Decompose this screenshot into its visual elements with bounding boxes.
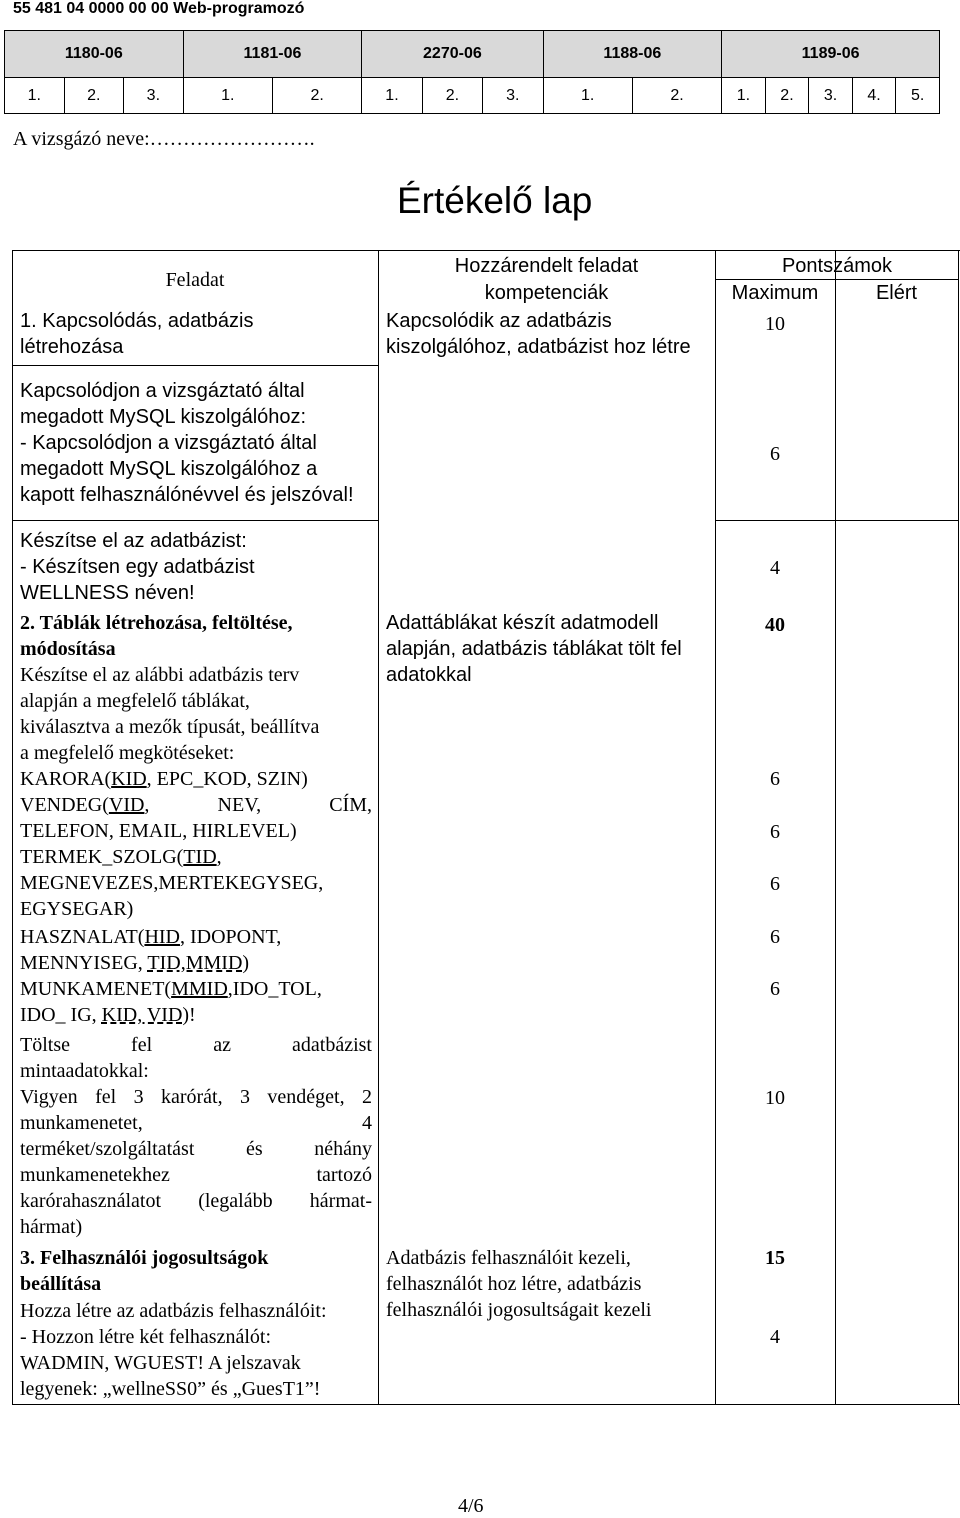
document-code: 55 481 04 0000 00 00 Web-programozó	[13, 0, 305, 17]
task-numbers-row	[5, 78, 940, 114]
section2-intro	[20, 662, 372, 766]
intro-line-1: Készítse el az alábbi adatbázis terv	[20, 664, 300, 686]
task-number-cell: 2.	[765, 78, 809, 114]
section1-item2	[20, 528, 255, 606]
table-right-border	[958, 250, 959, 1404]
hasznalat-schema	[20, 924, 281, 976]
table-bottom-border	[12, 1404, 960, 1405]
page-title: Értékelő lap	[397, 180, 593, 221]
munkamenet-line-1	[20, 976, 322, 1002]
vendeg-primary-key: VID	[108, 794, 145, 816]
fill-line-4: munkamenetet, 4	[20, 1112, 372, 1134]
header-maximum: Maximum	[731, 282, 819, 304]
task-number-cell: 2.	[64, 78, 124, 114]
section3-item-max: 4	[770, 1326, 780, 1348]
vendeg-line-1	[20, 792, 372, 818]
section2-max: 40	[765, 614, 785, 636]
module-code-cell: 1180-06	[5, 31, 184, 78]
hasznalat-fields: , IDOPONT,	[179, 926, 282, 948]
task-number-cell: 3.	[124, 78, 184, 114]
header-competence-line2: kompetenciák	[484, 282, 609, 304]
munkamenet-max: 6	[770, 978, 780, 1000]
section2-competence-line3: adatokkal	[386, 664, 472, 686]
munkamenet-foreign-keys: KID, VID	[101, 1004, 183, 1026]
section3-title-line1: 3. Felhasználói jogosultságok	[20, 1247, 269, 1269]
section1-title-line	[12, 365, 379, 366]
section1-item1	[20, 378, 354, 508]
termek-comma: ,	[216, 846, 222, 868]
task-number-cell: 4.	[852, 78, 896, 114]
munkamenet-name: MUNKAMENET(	[20, 978, 172, 1000]
item1-line-2: megadott MySQL kiszolgálóhoz:	[20, 406, 307, 428]
page-number: 4/6	[458, 1495, 484, 1517]
item1-line	[12, 520, 379, 521]
item1-line-4: megadott MySQL kiszolgálóhoz a	[20, 458, 318, 480]
vendeg-comma: ,	[144, 794, 150, 816]
fill-max: 10	[765, 1087, 785, 1109]
fill-line-5: terméket/szolgáltatást és néhány	[20, 1138, 372, 1160]
karora-max: 6	[770, 768, 780, 790]
task-number-cell: 1.	[362, 78, 422, 114]
section3-item-line2: - Hozzon létre két felhasználót:	[20, 1326, 271, 1348]
karora-schema	[20, 766, 372, 792]
vendeg-schema	[20, 792, 372, 844]
hasznalat-foreign-keys: TID,MMID	[147, 952, 243, 974]
task-number-cell: 3.	[483, 78, 543, 114]
termek-line-1	[20, 844, 323, 870]
termek-primary-key: TID	[183, 846, 217, 868]
item2-line-2: - Készítsen egy adatbázist	[20, 556, 255, 578]
header-competence-line1: Hozzárendelt feladat	[454, 255, 639, 277]
munkamenet-close: )!	[182, 1004, 196, 1026]
section2-title-line1: 2. Táblák létrehozása, feltöltése,	[20, 612, 293, 634]
section3-competence-line2: felhasználót hoz létre, adatbázis	[386, 1273, 642, 1295]
section1-title	[20, 308, 254, 360]
munkamenet-primary-key: MMID	[171, 978, 228, 1000]
section1-title-line1: 1. Kapcsolódás, adatbázis	[20, 310, 254, 332]
munkamenet-schema	[20, 976, 322, 1028]
section2-competence-line1: Adattáblákat készít adatmodell	[386, 612, 659, 634]
karora-fields: , EPC_KOD, SZIN)	[146, 768, 308, 790]
termek-line-2: MEGNEVEZES,MERTEKEGYSEG,	[20, 872, 324, 894]
evaluation-table	[12, 250, 960, 1404]
section1-competence	[386, 308, 691, 360]
module-code-cell: 1181-06	[183, 31, 362, 78]
item1-points-line	[715, 520, 959, 521]
termek-schema	[20, 844, 323, 922]
section2-title	[20, 610, 293, 662]
section2-title-line2: módosítása	[20, 638, 116, 660]
section1-max: 10	[765, 313, 785, 335]
section2-competence-line2: alapján, adatbázis táblákat tölt fel	[386, 638, 682, 660]
termek-name: TERMEK_SZOLG(	[20, 846, 184, 868]
table-left-border	[12, 250, 13, 1404]
hasznalat-primary-key: HID	[144, 926, 180, 948]
task-number-cell: 2.	[422, 78, 482, 114]
section3-title	[20, 1245, 268, 1297]
hasznalat-line-2	[20, 950, 281, 976]
vendeg-max: 6	[770, 821, 780, 843]
task-number-cell: 1.	[5, 78, 65, 114]
task-number-cell: 1.	[183, 78, 272, 114]
section2-competence	[386, 610, 682, 688]
header-points: Pontszámok	[781, 255, 893, 277]
task-number-cell: 2.	[632, 78, 721, 114]
item1-line-3: - Kapcsolódjon a vizsgáztató által	[20, 432, 317, 454]
hasznalat-name: HASZNALAT(	[20, 926, 145, 948]
fill-line-2: mintaadatokkal:	[20, 1060, 149, 1082]
section3-item-line3: WADMIN, WGUEST! A jelszavak	[20, 1352, 301, 1374]
col-divider-task	[378, 250, 379, 1404]
section1-title-line2: létrehozása	[20, 336, 124, 358]
karora-name: KARORA(	[20, 768, 112, 790]
item1-max: 6	[770, 443, 780, 465]
module-codes-table	[4, 30, 940, 114]
hasznalat-close: )	[242, 952, 250, 974]
intro-line-2: alapján a megfelelő táblákat,	[20, 690, 250, 712]
vendeg-field-cim: CÍM,	[329, 794, 372, 816]
task-number-cell: 1.	[543, 78, 632, 114]
fill-line-1: Töltse fel az adatbázist	[20, 1034, 372, 1056]
item1-line-5: kapott felhasználónévvel és jelszóval!	[20, 484, 354, 506]
task-number-cell: 1.	[722, 78, 766, 114]
col-divider-max	[835, 250, 836, 1404]
vendeg-line-2: TELEFON, EMAIL, HIRLEVEL)	[20, 820, 297, 842]
fill-line-3: Vigyen fel 3 karórát, 3 vendéget, 2	[20, 1086, 372, 1108]
karora-primary-key: KID	[111, 768, 147, 790]
intro-line-3: kiválasztva a mezők típusát, beállítva	[20, 716, 320, 738]
vendeg-field-nev: NEV,	[217, 794, 262, 816]
munkamenet-line-2	[20, 1002, 322, 1028]
item1-line-1: Kapcsolódjon a vizsgáztató által	[20, 380, 305, 402]
section3-title-line2: beállítása	[20, 1273, 102, 1295]
intro-line-4: a megfelelő megkötéseket:	[20, 742, 235, 764]
section3-item-line4: legyenek: „wellneSS0” és „GuesT1”!	[20, 1378, 321, 1400]
task-number-cell: 5.	[896, 78, 940, 114]
termek-max: 6	[770, 873, 780, 895]
header-task: Feladat	[165, 269, 225, 291]
termek-line-3: EGYSEGAR)	[20, 898, 134, 920]
section3-max: 15	[765, 1247, 785, 1269]
fill-line-6: munkamenetekhez tartozó	[20, 1164, 372, 1186]
item2-line-1: Készítse el az adatbázist:	[20, 530, 247, 552]
task-number-cell: 3.	[809, 78, 853, 114]
header-achieved: Elért	[875, 282, 918, 304]
item2-line-3: WELLNESS néven!	[20, 582, 195, 604]
table-top-border	[12, 250, 960, 251]
module-codes-row	[5, 31, 940, 78]
vendeg-name: VENDEG(	[20, 794, 109, 816]
section3-competence	[386, 1245, 651, 1323]
item2-max: 4	[770, 557, 780, 579]
col-divider-competence	[715, 250, 716, 1404]
section3-item-line1: Hozza létre az adatbázis felhasználóit:	[20, 1300, 327, 1322]
section1-competence-line2: kiszolgálóhoz, adatbázist hoz létre	[386, 336, 691, 358]
module-code-cell: 1189-06	[722, 31, 940, 78]
fill-instructions	[20, 1032, 372, 1240]
hasznalat-line-1	[20, 924, 281, 950]
module-code-cell: 2270-06	[362, 31, 543, 78]
hasznalat-field-mennyiseg: MENNYISEG,	[20, 952, 148, 974]
task-number-cell: 2.	[272, 78, 361, 114]
section3-competence-line1: Adatbázis felhasználóit kezeli,	[386, 1247, 631, 1269]
section1-competence-line1: Kapcsolódik az adatbázis	[386, 310, 612, 332]
munkamenet-fields: ,IDO_TOL,	[227, 978, 322, 1000]
candidate-name-field: A vizsgázó neve:…………………….	[13, 128, 315, 150]
section3-competence-line3: felhasználói jogosultságait kezeli	[386, 1299, 652, 1321]
fill-line-8: hármat)	[20, 1216, 83, 1238]
fill-line-7: karórahasználatot (legalább hármat-	[20, 1190, 372, 1212]
module-code-cell: 1188-06	[543, 31, 722, 78]
section3-item	[20, 1298, 327, 1402]
munkamenet-field-ido-ig: IDO_ IG,	[20, 1004, 102, 1026]
hasznalat-max: 6	[770, 926, 780, 948]
